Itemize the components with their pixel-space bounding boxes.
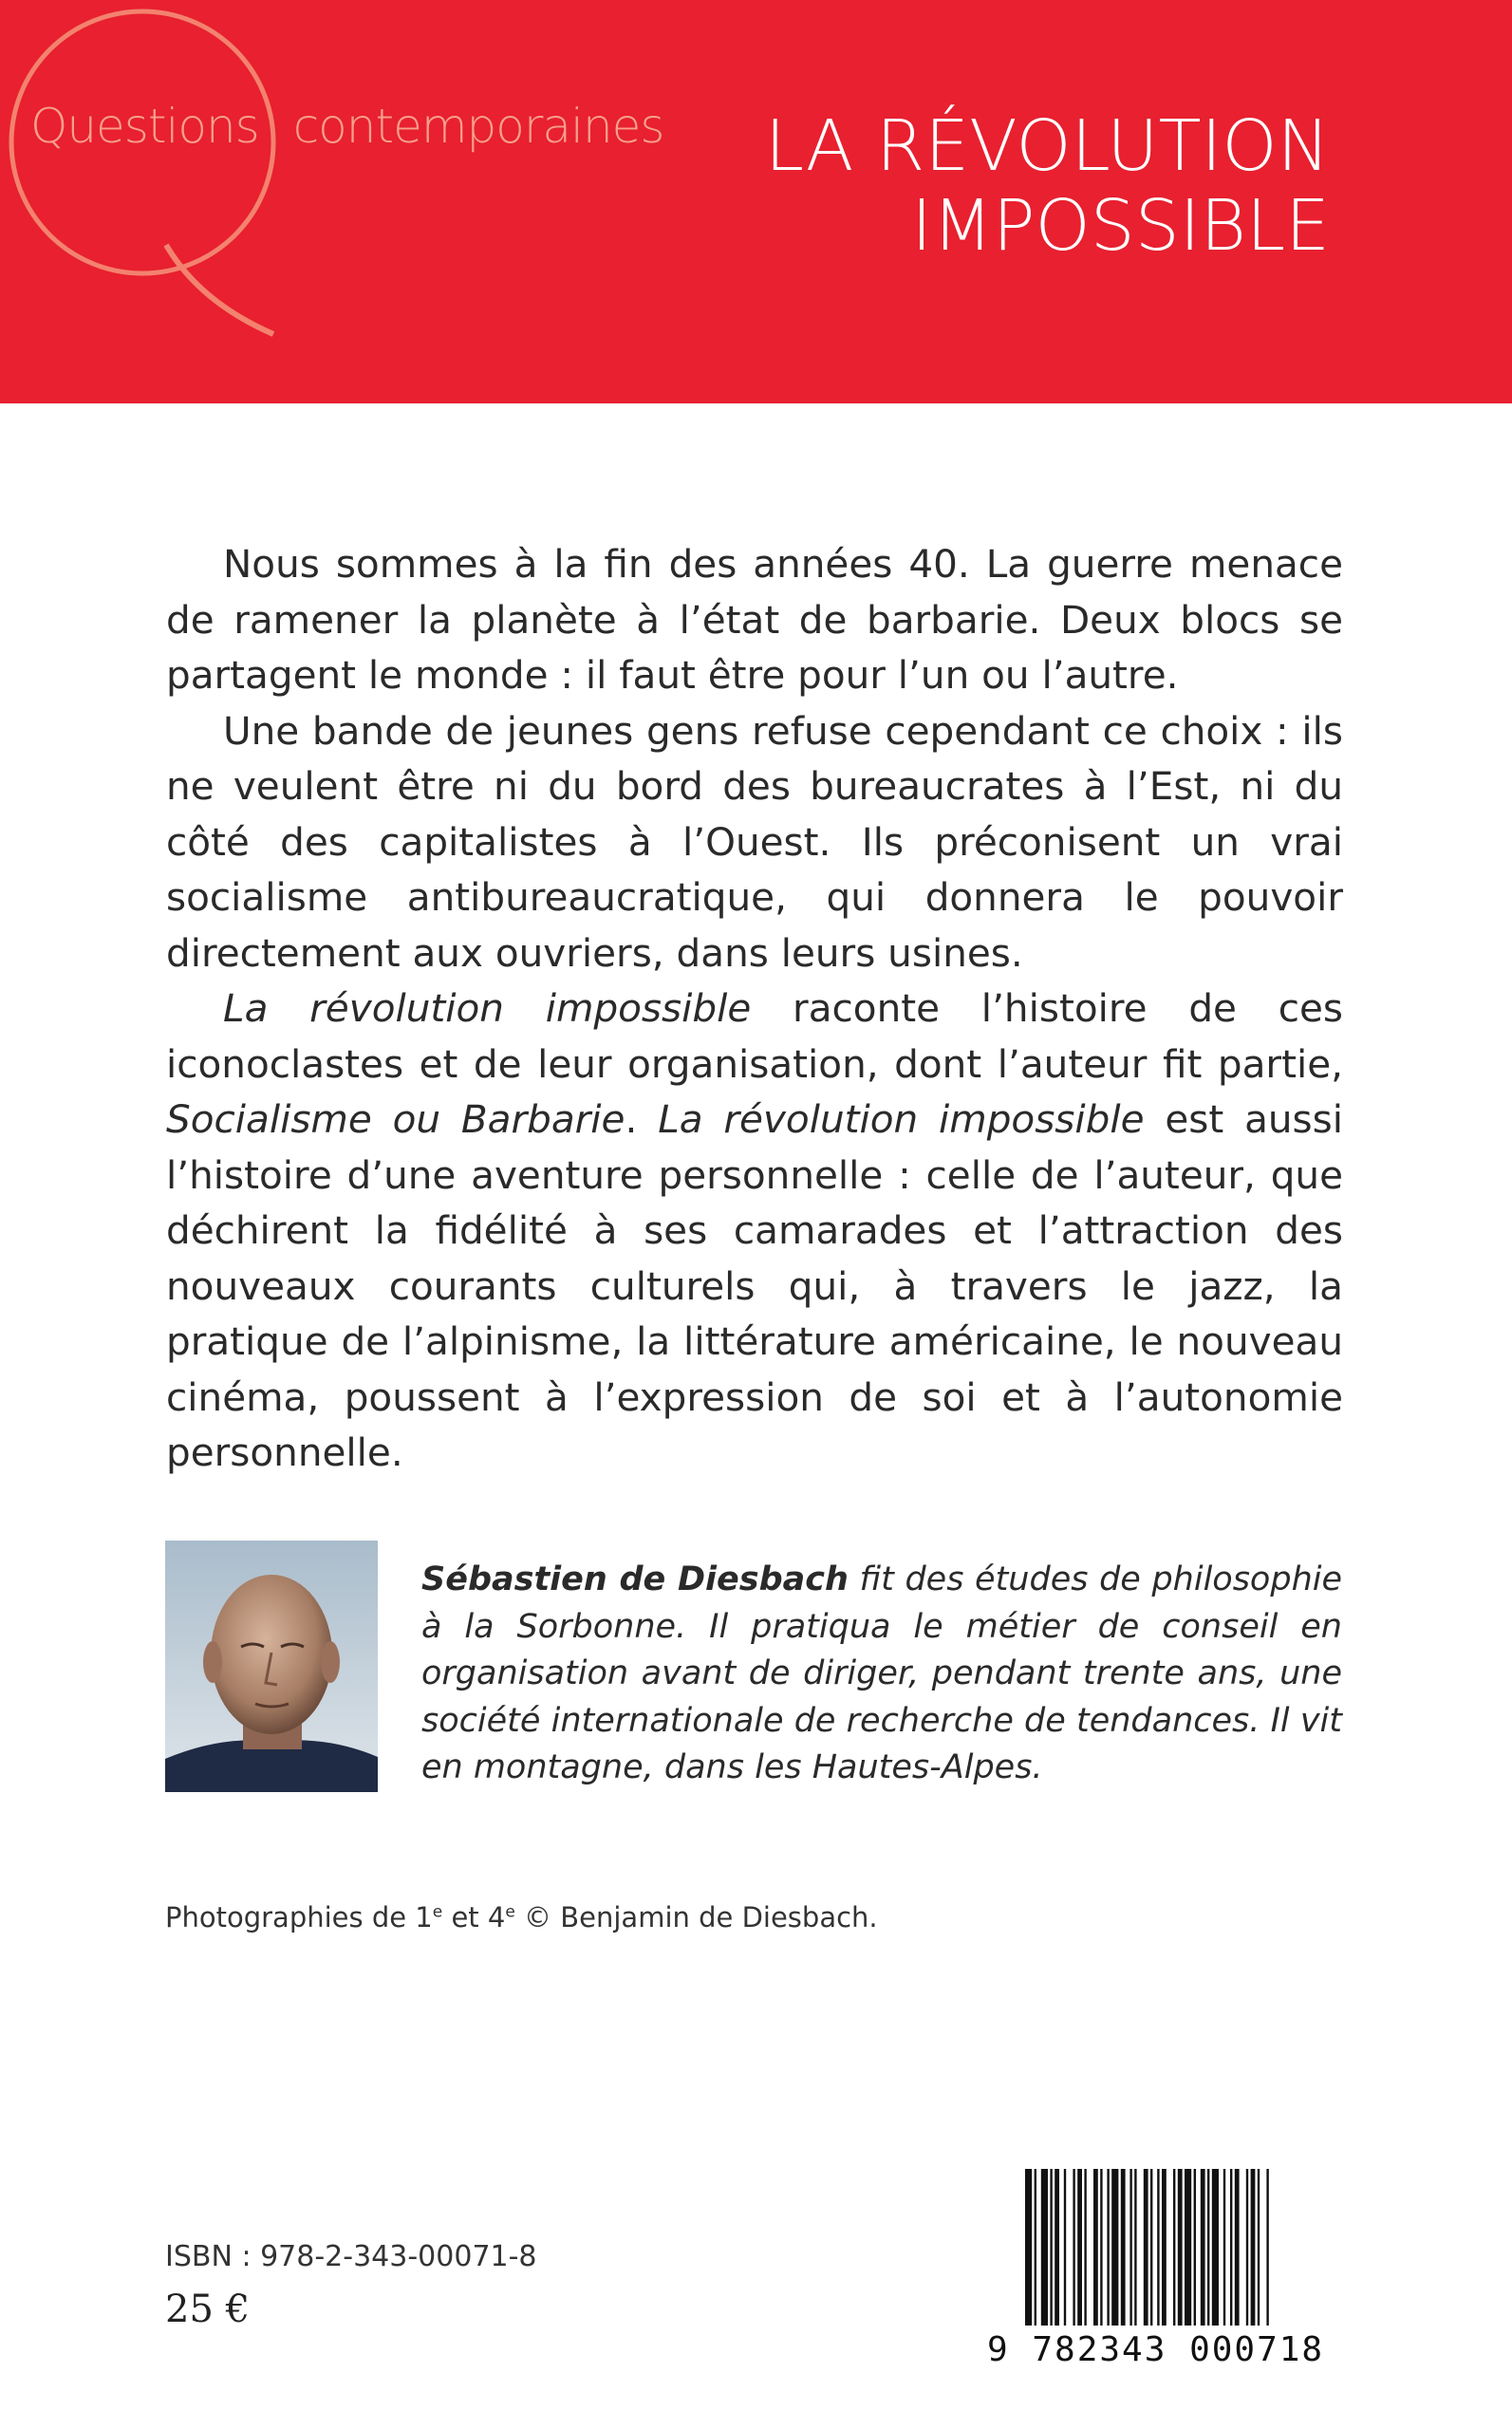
barcode-bar [1194, 2169, 1196, 2326]
blurb-book-title: La révolution impossible [223, 985, 752, 1031]
barcode-digits: 9 782343 000718 [987, 2330, 1325, 2369]
book-title-line-2: IMPOSSIBLE [911, 185, 1330, 267]
barcode-bar [1073, 2169, 1074, 2326]
barcode [987, 2159, 1353, 2382]
barcode-bar [1134, 2169, 1136, 2326]
barcode-bar [1157, 2169, 1159, 2326]
photo-credit [165, 1901, 878, 1934]
barcode-bar [1173, 2169, 1175, 2326]
blurb-text-1: raconte l’histoire de ces iconoclastes et de leur organisation, dont l’auteur fit partie, [166, 985, 1344, 1087]
barcode-bar [1223, 2169, 1225, 2326]
blurb-text-2: . [625, 1096, 659, 1142]
credit-text-c: © Benjamin de Diesbach. [514, 1901, 878, 1934]
barcode-bars [987, 2159, 1353, 2330]
barcode-bar [1246, 2169, 1248, 2326]
title-band [0, 0, 1512, 403]
credit-text-a: Photographies de 1 [165, 1901, 433, 1934]
barcode-bar [1121, 2169, 1126, 2326]
barcode-bar [1230, 2169, 1232, 2326]
series-name [30, 99, 663, 154]
barcode-bar [1185, 2169, 1191, 2326]
series-word-1: Questions [30, 99, 259, 154]
barcode-bar [1207, 2169, 1209, 2326]
barcode-bar [1093, 2169, 1098, 2326]
barcode-bar [1035, 2169, 1036, 2326]
blurb-paragraph-2: Une bande de jeunes gens refuse cependant ce choix : ils ne veulent être ni du bord des bureaucrates à l’Est, ni du côté des capitalistes à l’Ouest. Ils préconisent un vrai socialisme antibureaucratique, qui donnera le pouvoir directement aux ouvriers, dans leurs usines. [166, 707, 1343, 976]
barcode-bar [1100, 2169, 1102, 2326]
barcode-bar [1064, 2169, 1066, 2326]
barcode-bar [1055, 2169, 1059, 2326]
author-bio [421, 1557, 1342, 1792]
barcode-bar [1235, 2169, 1240, 2326]
author-bio-text: fit des études de philosophie à la Sorbonne. Il pratiqua le métier de conseil en organisation avant de diriger, pendant trente ans, une société internationale de recherche de tendances. Il vit en montagne, dans les Hautes-Alpes. [421, 1560, 1343, 1786]
barcode-bar [1162, 2169, 1167, 2326]
barcode-bar [1258, 2169, 1260, 2326]
barcode-bar [1150, 2169, 1152, 2326]
blurb-paragraph-3 [166, 981, 1343, 1481]
barcode-bar [1107, 2169, 1109, 2326]
barcode-bar [1111, 2169, 1118, 2326]
author-name: Sébastien de Diesbach [421, 1560, 849, 1598]
barcode-bar [1144, 2169, 1148, 2326]
barcode-bar [1212, 2169, 1219, 2326]
barcode-bar [1050, 2169, 1052, 2326]
price: 25 € [165, 2288, 251, 2331]
blurb-book-title-2: La révolution impossible [658, 1096, 1145, 1142]
credit-text-b: et 4 [442, 1901, 506, 1934]
isbn: ISBN : 978-2-343-00071-8 [165, 2240, 537, 2273]
barcode-bar [1129, 2169, 1131, 2326]
barcode-bar [1266, 2169, 1268, 2326]
author-photo [165, 1541, 378, 1792]
series-q-logo [0, 0, 304, 351]
book-title [765, 106, 1330, 266]
back-cover-blurb [166, 536, 1343, 1481]
series-word-2: contemporaines [292, 99, 664, 154]
barcode-bar [1251, 2169, 1256, 2326]
credit-sup-b: e [505, 1902, 515, 1922]
barcode-bar [1077, 2169, 1082, 2326]
barcode-bar [1084, 2169, 1086, 2326]
book-title-line-1: LA RÉVOLUTION [764, 105, 1330, 187]
blurb-organisation-name: Socialisme ou Barbarie [166, 1096, 625, 1142]
barcode-bar [1201, 2169, 1205, 2326]
blurb-paragraph-1: Nous sommes à la fin des années 40. La guerre menace de ramener la planète à l’état de barbarie. Deux blocs se partagent le monde : il faut être pour l’un ou l’autre. [166, 541, 1343, 698]
credit-sup-a: e [432, 1902, 443, 1922]
barcode-bar [1025, 2169, 1032, 2326]
blurb-text-3: est aussi l’histoire d’une aventure personnelle : celle de l’auteur, que déchirent la fidélité à ses camarades et l’attraction des nouveaux courants culturels qui, à travers le jazz, la pratique de l’alpinisme, la littérature américaine, le nouveau cinéma, poussent à l’expression de soi et à l’autonomie personnelle. [166, 1096, 1344, 1475]
barcode-bar [1041, 2169, 1048, 2326]
barcode-bar [1178, 2169, 1183, 2326]
